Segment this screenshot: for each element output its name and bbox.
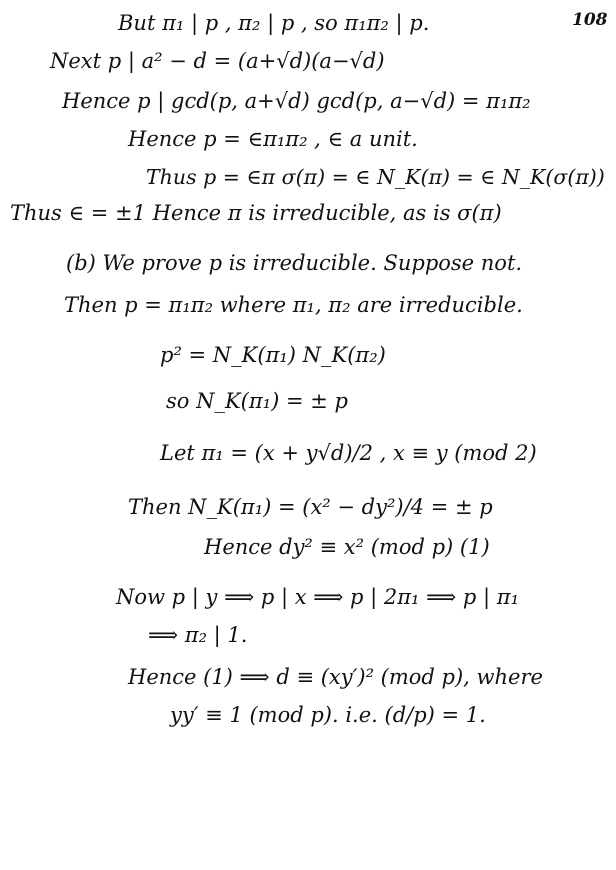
line-5: Thus p = ∈π σ(π) = ∈ N_K(π) = ∈ N_K(σ(π)) bbox=[146, 165, 605, 189]
line-7: (b) We prove p is irreducible. Suppose not. bbox=[66, 251, 523, 275]
line-15: ⟹ π₂ | 1. bbox=[148, 623, 248, 647]
line-4: Hence p = ∈π₁π₂ , ∈ a unit. bbox=[128, 127, 418, 151]
line-16: Hence (1) ⟹ d ≡ (xy′)² (mod p), where bbox=[128, 665, 543, 689]
page-number: 108 bbox=[572, 10, 608, 30]
line-12: Then N_K(π₁) = (x² − dy²)/4 = ± p bbox=[128, 495, 493, 519]
line-8: Then p = π₁π₂ where π₁, π₂ are irreducible. bbox=[64, 293, 523, 317]
line-9: p² = N_K(π₁) N_K(π₂) bbox=[160, 343, 386, 367]
line-13: Hence dy² ≡ x² (mod p) (1) bbox=[204, 535, 490, 559]
line-14: Now p | y ⟹ p | x ⟹ p | 2π₁ ⟹ p | π₁ bbox=[116, 585, 520, 609]
line-1: But π₁ | p , π₂ | p , so π₁π₂ | p. bbox=[118, 11, 430, 35]
line-3: Hence p | gcd(p, a+√d) gcd(p, a−√d) = π₁π₂ bbox=[62, 89, 531, 113]
line-2: Next p | a² − d = (a+√d)(a−√d) bbox=[50, 49, 385, 73]
line-10: so N_K(π₁) = ± p bbox=[166, 389, 348, 413]
line-11: Let π₁ = (x + y√d)/2 , x ≡ y (mod 2) bbox=[160, 441, 537, 465]
line-6: Thus ∈ = ±1 Hence π is irreducible, as is σ(π) bbox=[10, 201, 502, 225]
line-17: yy′ ≡ 1 (mod p). i.e. (d/p) = 1. bbox=[170, 703, 486, 727]
